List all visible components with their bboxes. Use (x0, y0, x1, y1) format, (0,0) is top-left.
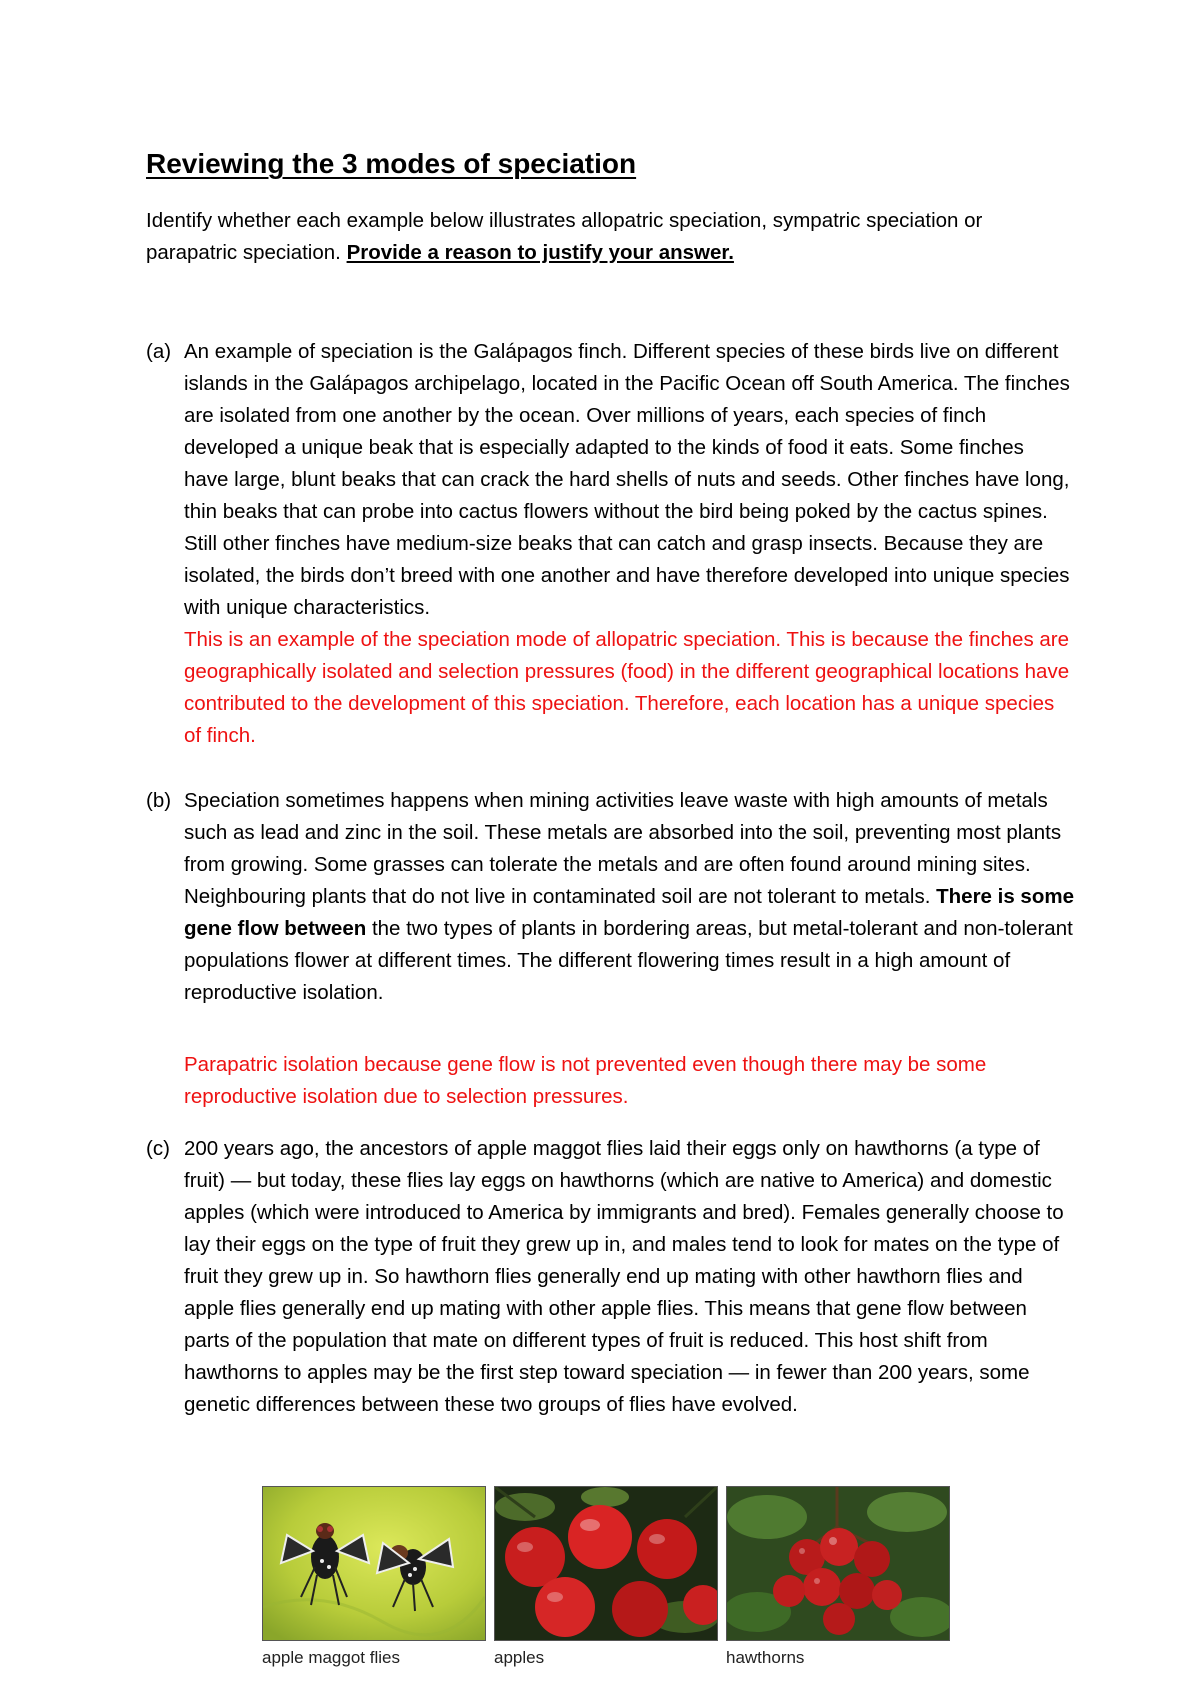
question-b-text-before: Speciation sometimes happens when mining activities leave waste with high amounts of metals such as lead and zinc in the soil. These metals are absorbed into the soil, preventing most plants from growing. Some grasses can tolerate the metals and are often found around mining sites. Neighbouring plants that do not live in contaminated soil are not tolerant to metals. (184, 789, 1062, 908)
question-b-text-after: the two types of plants in bordering areas, but metal-tolerant and non-tolerant populations flower at different times. The different flowering times result in a high amount of reproductive isolation. (184, 917, 1073, 1004)
instructions-requirement: Provide a reason to justify your answer. (346, 241, 734, 264)
apple-maggot-flies-photo (262, 1486, 486, 1641)
instructions (146, 205, 1066, 269)
question-a-text: An example of speciation is the Galápagos finch. Different species of these birds live on different islands in the Galápagos archipelago, located in the Pacific Ocean off South America. The finches are isolated from one another by the ocean. Over millions of years, each species of finch developed a unique beak that is especially adapted to the kinds of food it eats. Some finches have large, blunt beaks that can crack the hard shells of nuts and seeds. Other finches have long, thin beaks that can probe into cactus flowers without the bird being poked by the cactus spines. Still other finches have medium-size beaks that can catch and grasp insects. Because they are isolated, the birds don’t breed with one another and have therefore developed into unique species with unique characteristics. (184, 340, 1070, 619)
question-a-answer: This is an example of the speciation mode of allopatric speciation. This is because the finches are geographically isolated and selection pressures (food) in the different geographical locations have contributed to the development of this speciation. Therefore, each location has a unique species of finch. (184, 628, 1070, 747)
caption-apples: apples (494, 1648, 545, 1667)
question-a (184, 336, 1074, 752)
question-b-label: (b) (146, 789, 172, 812)
question-b (184, 785, 1074, 1009)
question-a-label: (a) (146, 340, 172, 363)
page-title: Reviewing the 3 modes of speciation (146, 148, 637, 179)
apples-photo (494, 1486, 718, 1641)
question-b-answer: Parapatric isolation because gene flow is not prevented even though there may be some reproductive isolation due to selection pressures. (184, 1053, 987, 1108)
question-b-text-bold: There is some gene flow between (184, 885, 1074, 940)
instructions-text: Identify whether each example below illustrates allopatric speciation, sympatric speciation or parapatric speciation. (146, 209, 983, 264)
caption-hawthorns: hawthorns (726, 1648, 805, 1667)
question-c-text: 200 years ago, the ancestors of apple maggot flies laid their eggs only on hawthorns (a type of fruit) — but today, these flies lay eggs on hawthorns (which are native to America) and domestic apples (which were introduced to America by immigrants and bred). Females generally choose to lay their eggs on the type of fruit they grew up in, and males tend to look for mates on the type of fruit they grew up in. So hawthorn flies generally end up mating with other hawthorn flies and apple flies generally end up mating with other apple flies. This means that gene flow between parts of the population that mate on different types of fruit is reduced. This host shift from hawthorns to apples may be the first step toward speciation — in fewer than 200 years, some genetic differences between these two groups of flies have evolved. (184, 1137, 1064, 1416)
question-c-label: (c) (146, 1137, 170, 1160)
hawthorns-photo (726, 1486, 950, 1641)
caption-apple-maggot-flies: apple maggot flies (262, 1648, 400, 1667)
